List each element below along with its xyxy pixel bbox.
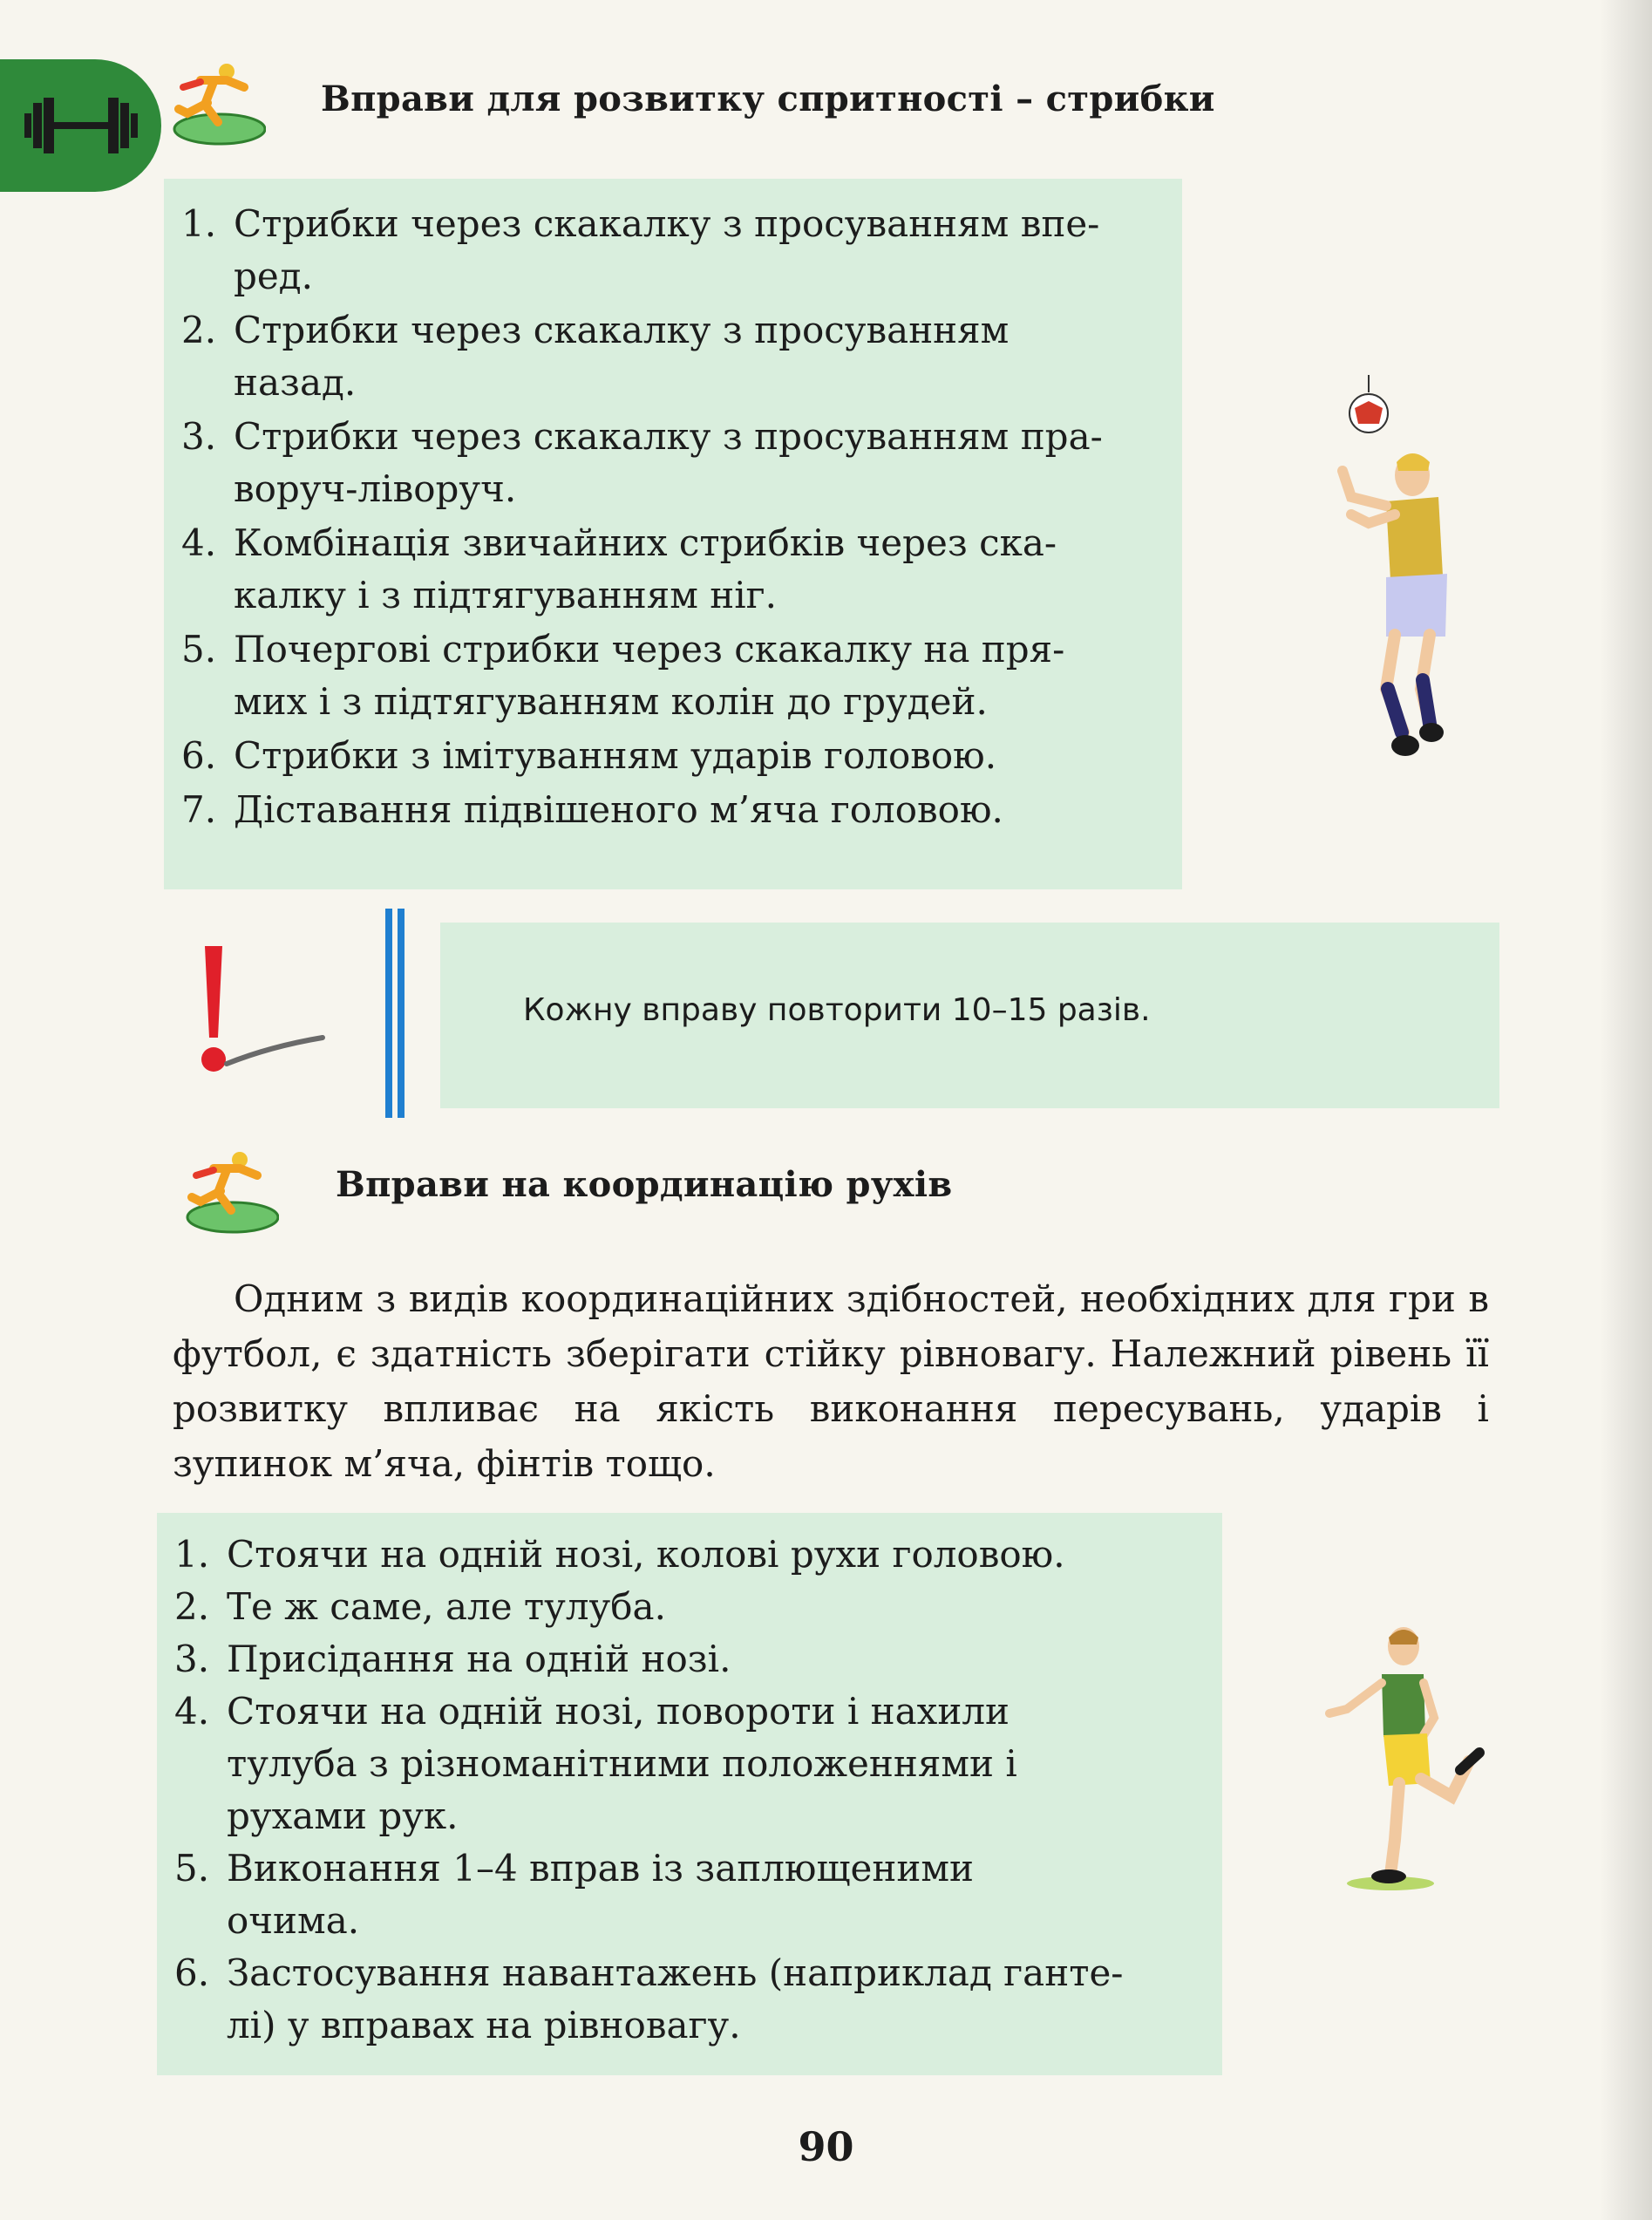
item-number: 5. — [181, 628, 217, 671]
item-number: 6. — [174, 1951, 210, 1994]
list-item — [157, 1685, 1222, 1842]
list-item — [164, 517, 1182, 622]
item-text-line: калку і з підтягуванням ніг. — [234, 574, 778, 616]
item-text-line: Стрибки через скакалку з просуванням — [234, 309, 1010, 351]
item-text-line: Стрибки через скакалку з просуванням пра- — [234, 415, 1103, 458]
item-text-line: Почергові стрибки через скакалку на пря- — [234, 628, 1065, 671]
item-text-line: лі) у вправах на рівновагу. — [227, 2004, 741, 2046]
list-item — [157, 1842, 1222, 1947]
item-number: 1. — [181, 202, 217, 245]
list-item — [157, 1947, 1222, 2052]
list-item — [164, 623, 1182, 728]
item-number: 2. — [181, 309, 217, 351]
list-item — [164, 730, 1182, 782]
item-text-line: Діставання підвішеного м’яча головою. — [234, 788, 1003, 831]
page-shadow — [1600, 0, 1652, 2220]
list-item — [164, 411, 1182, 515]
dumbbell-icon — [24, 94, 138, 157]
list-item — [157, 1529, 1222, 1581]
item-text-line: мих і з підтягуванням колін до грудей. — [234, 680, 988, 723]
item-text-line: Стрибки через скакалку з просуванням впе- — [234, 202, 1100, 245]
item-text-line: рухами рук. — [227, 1794, 459, 1837]
jump-exercise-list — [164, 198, 1182, 838]
item-text-line: назад. — [234, 361, 357, 404]
exclamation-icon — [192, 942, 331, 1093]
section-tab — [0, 59, 161, 192]
item-text-line: Присідання на одній нозі. — [227, 1638, 731, 1680]
item-text-line: Комбінація звичайних стрибків через ска- — [234, 521, 1057, 564]
item-text-line: Стоячи на одній нозі, колові рухи головою. — [227, 1533, 1065, 1576]
item-number: 4. — [174, 1690, 210, 1733]
item-number: 7. — [181, 788, 217, 831]
item-text-line: Стоячи на одній нозі, повороти і нахили — [227, 1690, 1010, 1733]
item-number: 3. — [174, 1638, 210, 1680]
section-heading-coordination: Вправи на координацію рухів — [336, 1164, 953, 1205]
list-item — [157, 1633, 1222, 1685]
item-text-line: воруч-ліворуч. — [234, 467, 517, 510]
section-heading-agility: Вправи для розвитку спритності – стрибки — [321, 78, 1215, 119]
item-number: 2. — [174, 1585, 210, 1628]
heading-ball-player — [1299, 375, 1456, 771]
item-text-line: Виконання 1–4 вправ із заплющеними — [227, 1847, 975, 1890]
item-text-line: Те ж саме, але тулуба. — [227, 1585, 666, 1628]
item-text-line: Застосування навантажень (наприклад ганте- — [227, 1951, 1124, 1994]
item-text-line: ред. — [234, 255, 313, 297]
item-number: 4. — [181, 521, 217, 564]
page-number: 90 — [798, 2123, 854, 2170]
item-number: 6. — [181, 734, 217, 777]
item-number: 1. — [174, 1533, 210, 1576]
coordination-paragraph — [173, 1271, 1489, 1491]
item-text-line: очима. — [227, 1899, 360, 1942]
item-number: 5. — [174, 1847, 210, 1890]
note-divider — [384, 909, 410, 1121]
list-item — [164, 304, 1182, 409]
balancing-player — [1321, 1622, 1486, 1896]
note-text: Кожну вправу повторити 10–15 разів. — [523, 992, 1151, 1028]
runner-icon — [179, 1149, 279, 1236]
list-item — [157, 1581, 1222, 1633]
item-text-line: тулуба з різноманітними положеннями і — [227, 1742, 1017, 1785]
list-item — [164, 784, 1182, 836]
list-item — [164, 198, 1182, 303]
coordination-exercise-list — [157, 1529, 1222, 2052]
exercise-list-box-2 — [157, 1513, 1222, 2075]
item-text-line: Стрибки з імітуванням ударів головою. — [234, 734, 997, 777]
exercise-list-box-1 — [164, 179, 1182, 889]
item-number: 3. — [181, 415, 217, 458]
runner-icon — [166, 61, 266, 148]
paragraph-text: Одним з видів координаційних здібностей, необхідних для гри в футбол, є здатність зберігати стійку рівновагу. Належний рівень її розвитку впливає на якість виконання пересувань, ударів і зупинок м’яча, фінтів тощо. — [173, 1277, 1489, 1485]
